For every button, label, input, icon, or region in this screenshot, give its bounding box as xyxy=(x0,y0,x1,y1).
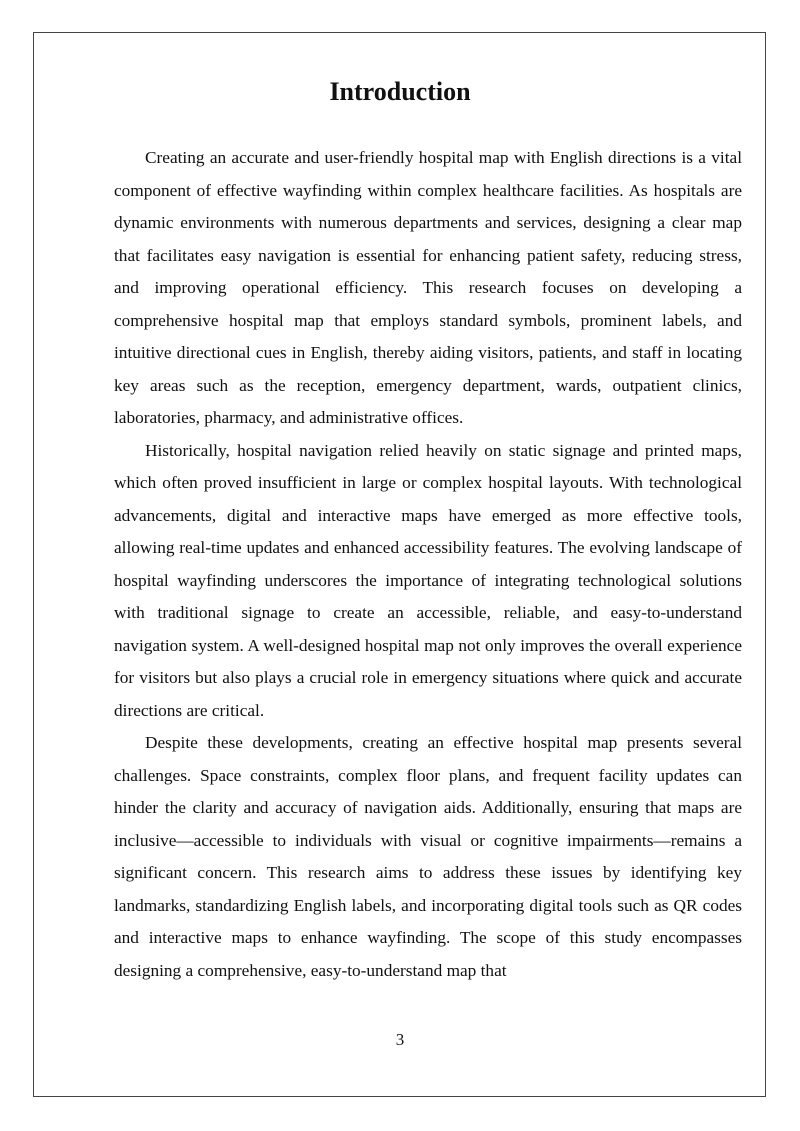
paragraph-2: Historically, hospital navigation relied heavily on static signage and printed maps, which often proved insufficient in large or complex hospital layouts. With technological advancements, digital and interactive maps have emerged as more effective tools, allowing real-time updates and enhanced accessibility features. The evolving landscape of hospital wayfinding underscores the importance of integrating technological solutions with traditional signage to create an accessible, reliable, and easy-to-understand navigation system. A well-designed hospital map not only improves the overall experience for visitors but also plays a crucial role in emergency situations where quick and accurate directions are critical. xyxy=(114,440,742,720)
paragraph-1: Creating an accurate and user-friendly hospital map with English directions is a vital component of effective wayfinding within complex healthcare facilities. As hospitals are dynamic environments with numerous departments and services, designing a clear map that facilitates easy navigation is essential for enhancing patient safety, reducing stress, and improving operational efficiency. This research focuses on developing a comprehensive hospital map that employs standard symbols, prominent labels, and intuitive directional cues in English, thereby aiding visitors, patients, and staff in locating key areas such as the reception, emergency department, wards, outpatient clinics, laboratories, pharmacy, and administrative offices. xyxy=(114,148,742,427)
page-title: Introduction xyxy=(329,77,471,106)
paragraph-3: Despite these developments, creating an effective hospital map presents several challenges. Space constraints, complex floor plans, and frequent facility updates can hinder the clarity and accuracy of navigation aids. Additionally, ensuring that maps are inclusive—accessible to individuals with visual or cognitive impairments—remains a significant concern. This research aims to address these issues by identifying key landmarks, standardizing English labels, and incorporating digital tools such as QR codes and interactive maps to enhance wayfinding. The scope of this study encompasses designing a comprehensive, easy-to-understand map that xyxy=(114,733,742,980)
body-text xyxy=(114,142,742,987)
page-number: 3 xyxy=(395,1030,405,1049)
